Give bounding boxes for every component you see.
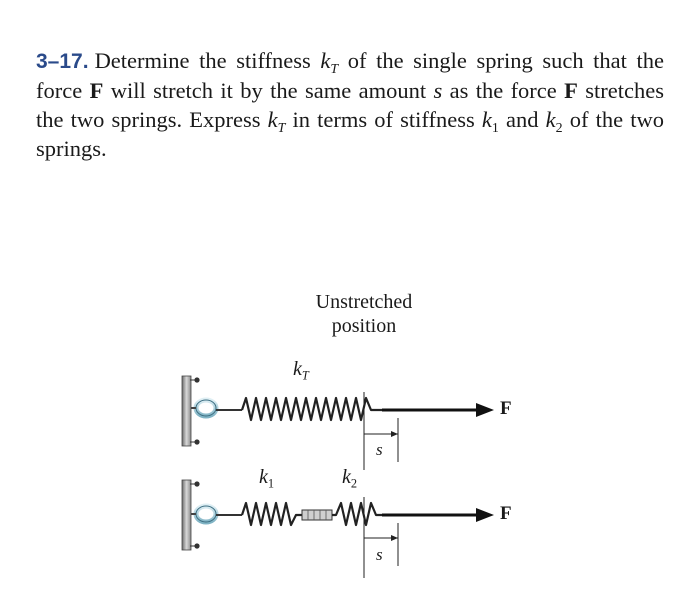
label-force-bottom: F (500, 503, 512, 524)
spring-k2 (332, 503, 382, 525)
force-arrow-bottom (382, 508, 494, 522)
hook-bottom (191, 506, 242, 522)
spring-connector (302, 510, 332, 520)
unstretched-label: Unstretched position (315, 291, 413, 337)
spring-kT (242, 398, 382, 420)
problem-statement: 3–17. Determine the stiffness $k_T$ of the single spring such that the force F will stretch it by the same amount s as the force F stretches the two springs. Express $k_T$ in terms of stiffness $k_1$ and $k_2$ of the two springs. (36, 48, 664, 161)
label-k2: $k_2$ (342, 466, 358, 491)
problem-number: 3–17. (36, 50, 89, 73)
force-arrow-top (382, 403, 494, 417)
label-s-top: s (376, 440, 383, 459)
label-force-top: F (500, 398, 512, 419)
hook-top (191, 400, 242, 416)
label-s-bottom: s (376, 545, 383, 564)
label-kT: $k_T$ (293, 358, 309, 383)
spring-k1 (242, 503, 302, 525)
dimension-s-bottom (364, 535, 398, 541)
label-k1: $k_1$ (259, 466, 275, 491)
dimension-s-top (364, 431, 398, 437)
